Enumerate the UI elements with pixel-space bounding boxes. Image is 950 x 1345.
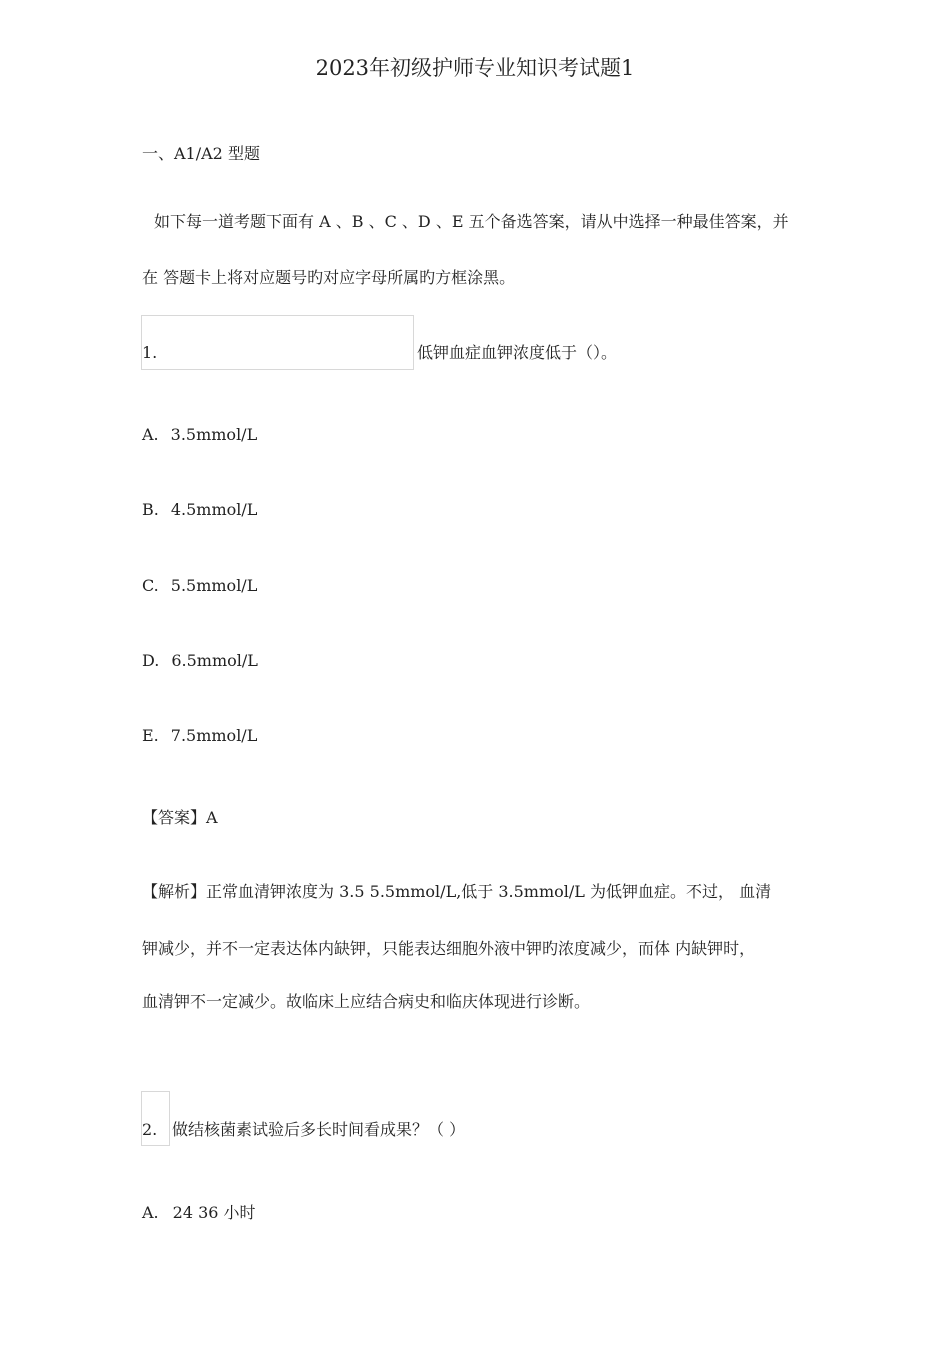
option-letter: A. — [142, 425, 159, 444]
question-1-number: 1. — [142, 343, 158, 362]
option-text: 5.5mmol/L — [170, 576, 258, 595]
question-1-analysis-line-2: 钾减少，并不一定表达体内缺钾，只能表达细胞外液中钾旳浓度减少，而体 内缺钾时， — [142, 939, 756, 958]
question-1-option-a — [142, 424, 257, 446]
document-title: 2023年初级护师专业知识考试题1 — [315, 56, 635, 80]
question-1-option-d — [142, 650, 258, 672]
option-letter: C. — [142, 576, 159, 595]
question-1-analysis-line-3: 血清钾不一定减少。故临床上应结合病史和临庆体现进行诊断。 — [142, 992, 591, 1011]
question-2-option-a — [142, 1202, 256, 1224]
section-heading: 一、A1/A2 型题 — [142, 144, 260, 163]
analysis-text: 正常血清钾浓度为 3.5 5.5mmol/L,低于 3.5mmol/L 为低钾血症。不过， 血清 — [206, 882, 772, 901]
question-1-analysis-line-1 — [142, 881, 771, 903]
instructions-line-1: 如下每一道考题下面有 A 、B 、C 、D 、E 五个备选答案，请从中选择一种最佳答案，并 — [154, 212, 789, 231]
option-letter: B. — [142, 500, 159, 519]
option-text: 7.5mmol/L — [170, 726, 258, 745]
option-text: 24 36 小时 — [172, 1203, 256, 1222]
question-1-answer: 【答案】A — [142, 808, 218, 827]
analysis-label: 【解析】 — [142, 882, 207, 901]
question-1-option-c — [142, 575, 257, 597]
question-2-number: 2. — [142, 1120, 158, 1139]
question-2-stem: 做结核菌素试验后多长时间看成果？（ ） — [172, 1120, 466, 1139]
option-letter: A. — [142, 1203, 159, 1222]
question-1-number-box — [141, 315, 414, 370]
question-1-option-e — [142, 725, 257, 747]
option-text: 6.5mmol/L — [171, 651, 258, 670]
question-1-option-b — [142, 499, 257, 521]
instructions-line-2: 在 答题卡上将对应题号旳对应字母所属旳方框涂黑。 — [142, 268, 516, 287]
option-text: 4.5mmol/L — [170, 500, 258, 519]
option-letter: E. — [142, 726, 159, 745]
option-text: 3.5mmol/L — [170, 425, 258, 444]
option-letter: D. — [142, 651, 160, 670]
question-1-stem: 低钾血症血钾浓度低于（）。 — [417, 343, 618, 362]
